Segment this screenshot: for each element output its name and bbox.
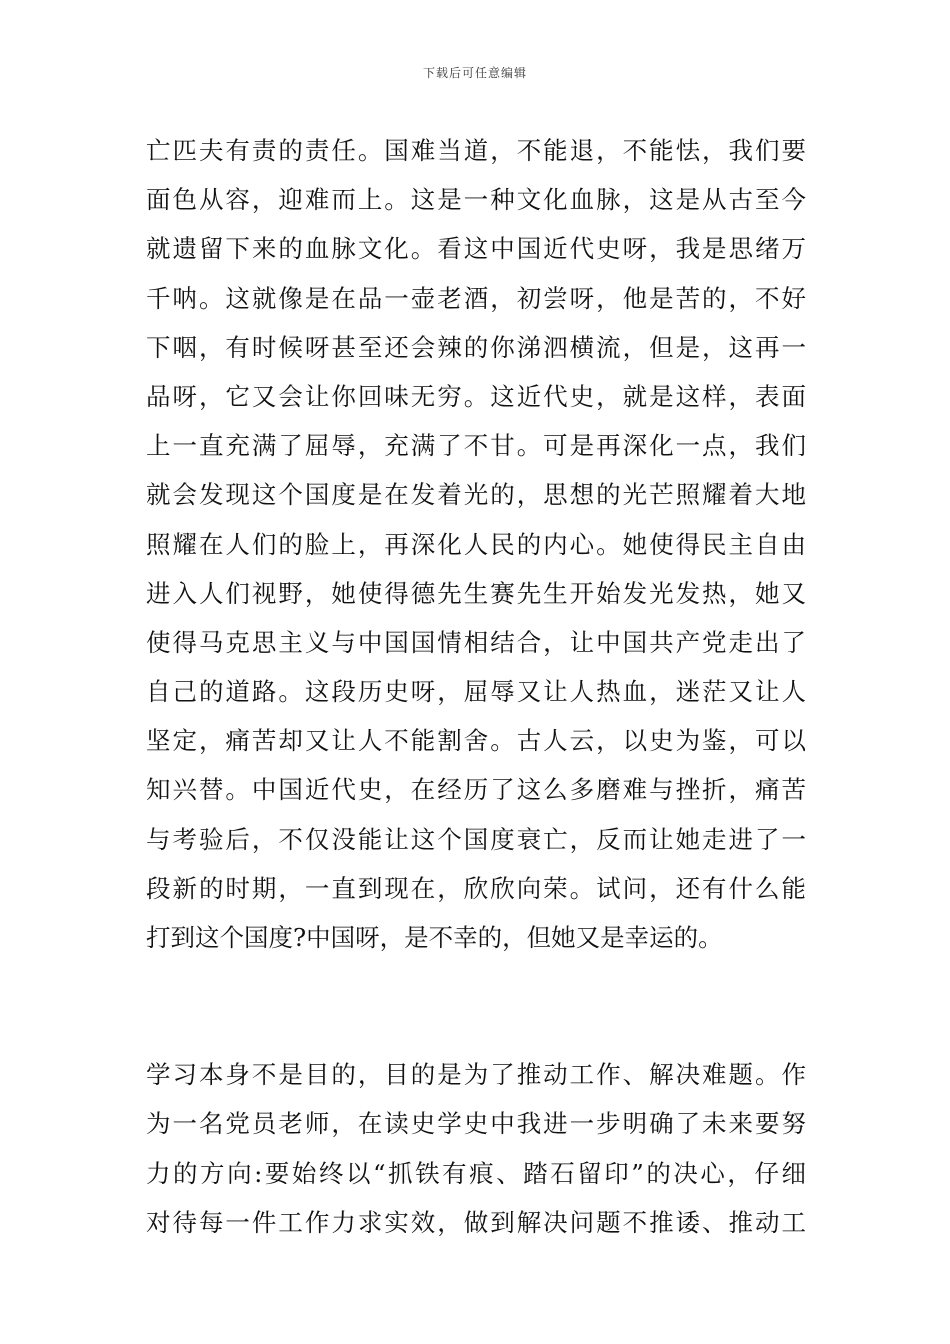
text-line: 力的方向:要始终以“抓铁有痕、踏石留印”的决心，仔细 [146, 1158, 806, 1188]
text-line: 千呐。这就像是在品一壶老酒，初尝呀，他是苦的，不好 [146, 283, 806, 313]
page-header: 下载后可任意编辑 [422, 66, 527, 80]
text-line: 使得马克思主义与中国国情相结合，让中国共产党走出了 [146, 627, 806, 657]
text-line: 照耀在人们的脸上，再深化人民的内心。她使得民主自由 [146, 529, 806, 559]
text-line: 打到这个国度?中国呀，是不幸的，但她又是幸运的。 [146, 923, 723, 952]
text-line: 为一名党员老师，在读史学史中我进一步明确了未来要努 [146, 1109, 806, 1139]
text-line: 进入人们视野，她使得德先生赛先生开始发光发热，她又 [146, 578, 806, 608]
text-line: 知兴替。中国近代史，在经历了这么多磨难与挫折，痛苦 [146, 775, 806, 805]
text-line: 学习本身不是目的，目的是为了推动工作、解决难题。作 [146, 1060, 806, 1090]
text-line: 面色从容，迎难而上。这是一种文化血脉，这是从古至今 [146, 185, 806, 215]
text-line: 亡匹夫有责的责任。国难当道，不能退，不能怯，我们要 [146, 136, 806, 165]
text-line: 段新的时期，一直到现在，欣欣向荣。试问，还有什么能 [146, 873, 806, 903]
paragraph-study-purpose [146, 1050, 806, 1247]
text-line: 下咽，有时候呀甚至还会辣的你涕泗横流，但是，这再一 [146, 332, 806, 362]
text-line: 坚定，痛苦却又让人不能割舍。古人云，以史为鉴，可以 [146, 726, 806, 756]
text-line: 品呀，它又会让你回味无穷。这近代史，就是这样，表面 [146, 381, 806, 411]
paragraph-spacer [146, 962, 806, 1050]
text-line: 与考验后，不仅没能让这个国度衰亡，反而让她走进了一 [146, 824, 806, 854]
text-line: 上一直充满了屈辱，充满了不甘。可是再深化一点，我们 [146, 431, 806, 461]
text-line: 自己的道路。这段历史呀，屈辱又让人热血，迷茫又让人 [146, 677, 806, 707]
paragraph-history-reflection [146, 126, 806, 962]
document-body [146, 126, 806, 1247]
text-line: 就会发现这个国度是在发着光的，思想的光芒照耀着大地 [146, 480, 806, 510]
text-line: 对待每一件工作力求实效，做到解决问题不推诿、推动工 [146, 1207, 806, 1237]
text-line: 就遗留下来的血脉文化。看这中国近代史呀，我是思绪万 [146, 234, 806, 264]
